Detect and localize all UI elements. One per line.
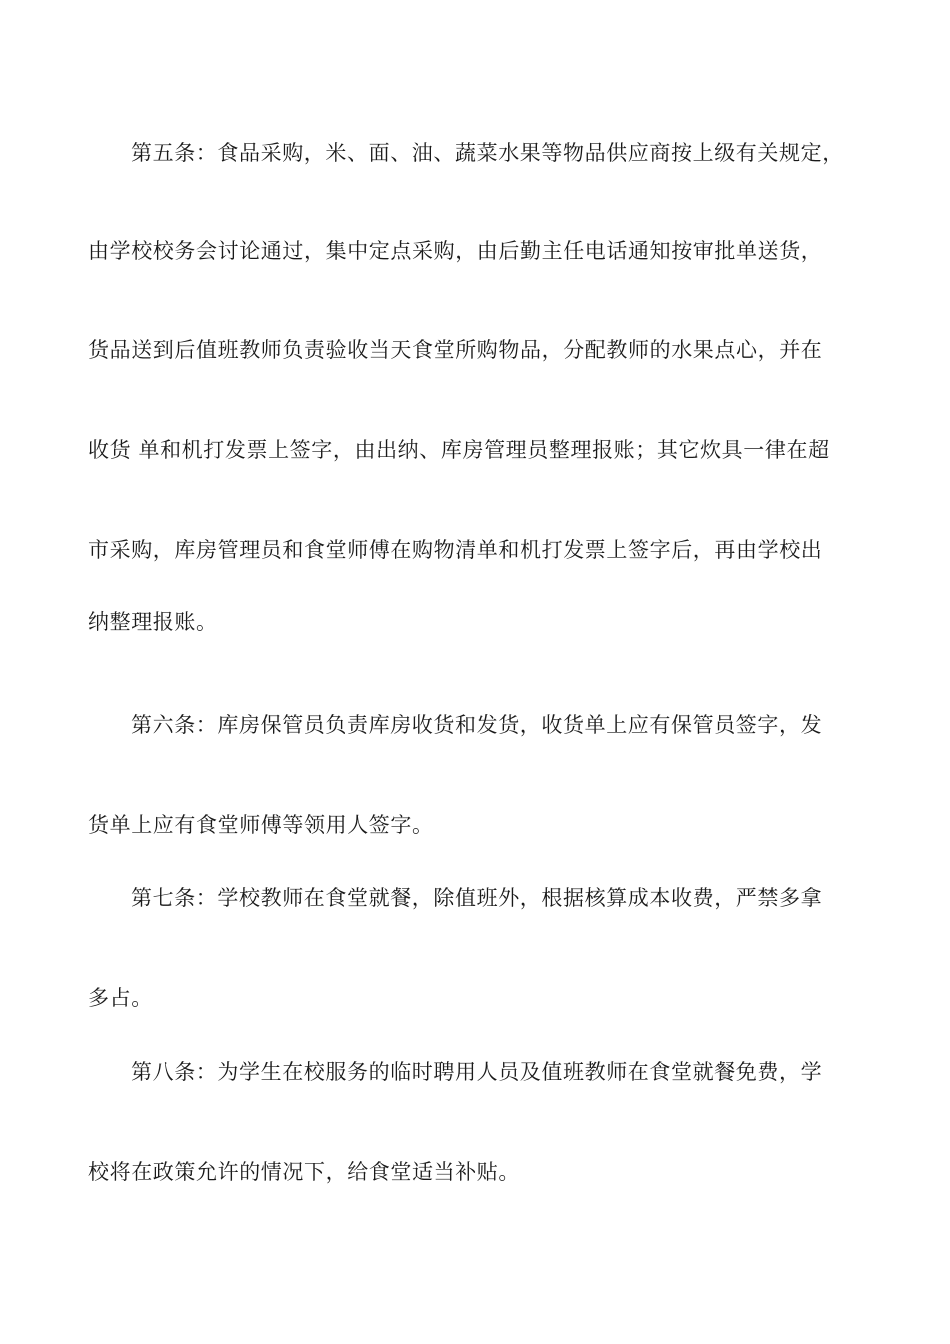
article-8-line-2: 校将在政策允许的情况下，给食堂适当补贴。 [88,1160,520,1184]
article-5-line-5: 市采购，库房管理员和食堂师傅在购物清单和机打发票上签字后，再由学校出 [88,538,823,562]
article-5-line-3: 货品送到后值班教师负责验收当天食堂所购物品，分配教师的水果点心，并在 [88,338,823,362]
article-5-line-6: 纳整理报账。 [88,610,218,634]
article-6-line-1: 第六条：库房保管员负责库房收货和发货，收货单上应有保管员签字，发 [131,713,823,737]
article-7-line-1: 第七条：学校教师在食堂就餐，除值班外，根据核算成本收费，严禁多拿 [131,886,823,910]
article-8-line-1: 第八条：为学生在校服务的临时聘用人员及值班教师在食堂就餐免费，学 [131,1060,823,1084]
article-6-line-2: 货单上应有食堂师傅等领用人签字。 [88,813,434,837]
article-5-line-4: 收货 单和机打发票上签字，由出纳、库房管理员整理报账；其它炊具一律在超 [88,438,830,462]
article-7-line-2: 多占。 [88,986,153,1010]
article-5-line-1: 第五条：食品采购，米、面、油、蔬菜水果等物品供应商按上级有关规定， [131,141,844,165]
article-5-line-2: 由学校校务会讨论通过，集中定点采购，由后勤主任电话通知按审批单送货， [88,239,823,263]
